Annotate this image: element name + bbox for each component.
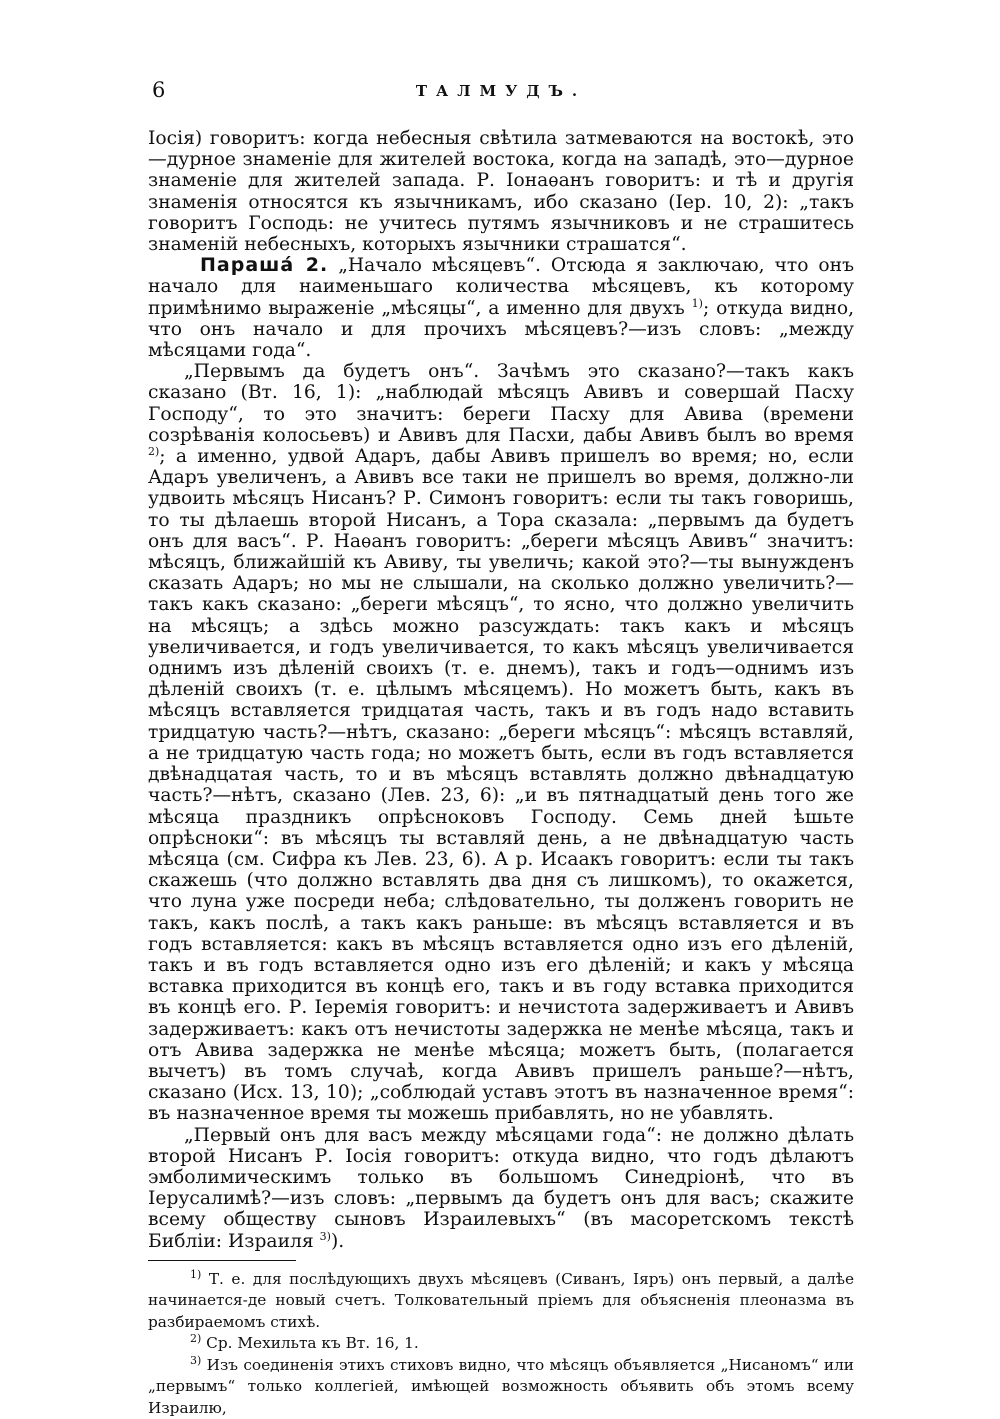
footnote-text-1: Т. е. для послѣдующихъ двухъ мѣсяцевъ (Сиванъ, Іяръ) онъ первый, а далѣе начинается-де новый счетъ. Толковательный пріемъ для объясненія плеоназма въ разбираемомъ стихѣ. [148,1269,854,1331]
footnote-text-2: Ср. Мехильта къ Вт. 16, 1. [201,1334,419,1353]
paragraph-3 [148,361,854,1124]
paragraph-3-text-a: „Первымъ да будетъ онъ“. Зачѣмъ это сказано?—такъ какъ сказано (Вт. 16, 1): „наблюдай мѣсяцъ Авивъ и совершай Пасху Господу“, то это значитъ: береги Пасху для Авива (времени созрѣванія колосьевъ) и Авивъ для Пасхи, дабы Авивъ былъ во время [148,361,854,446]
footnote-text-3: Изъ соединенія этихъ стиховъ видно, что мѣсяцъ объявляется „Нисаномъ“ или „первымъ“ только коллегіей, имѣющей возможность объявить объ этомъ всему Израилю, [148,1355,854,1417]
paragraph-4-text-a: „Первый онъ для васъ между мѣсяцами года“: не должно дѣлать второй Нисанъ Р. Іосія говоритъ: откуда видно, что годъ дѣлаютъ эмболимическимъ только въ большомъ Синедріонѣ, что въ Іерусалимѣ?—изъ словъ: „первымъ да будетъ онъ для васъ; скажите всему обществу сыновъ Израилевыхъ“ (въ масоретскомъ текстѣ Библіи: Израиля [148,1124,854,1252]
footnote-ref-1[interactable]: 1) [691,296,703,310]
paragraph-2-text-b: ; откуда видно, что онъ начало и для прочихъ мѣсяцевъ?—изъ словъ: „между мѣсяцами года“. [148,297,855,362]
footnote-mark-1: 1) [190,1267,202,1281]
footnote-ref-2[interactable]: 2) [148,444,160,458]
parasha-heading: Парашá 2. [200,254,329,277]
footnotes [148,1269,854,1419]
running-title: ТАЛМУДЪ. [415,82,587,100]
paragraph-4 [148,1125,854,1252]
paragraph-4-text-b: ). [330,1230,345,1252]
footnote-1 [148,1269,854,1334]
footnote-2 [148,1333,854,1355]
paragraph-2 [148,255,854,361]
footnote-3 [148,1355,854,1419]
footnote-mark-2: 2) [190,1332,202,1346]
main-text [148,128,854,1252]
footnote-mark-3: 3) [190,1353,202,1367]
footnote-ref-3[interactable]: 3) [319,1229,331,1243]
paragraph-2-text-a: „Начало мѣсяцевъ“. Отсюда я заключаю, что онъ начало для наименьшаго количества мѣсяцевъ, къ которому примѣнимо выраженіе „мѣсяцы“, а именно для двухъ [148,255,855,319]
footnote-divider [148,1260,296,1261]
page-number: 6 [152,78,166,102]
paragraph-3-text-b: ; а именно, удвой Адаръ, дабы Авивъ пришелъ во время; но, если Адаръ увеличенъ, а Авивъ все таки не пришелъ во время, должно-ли удвоить мѣсяцъ Нисанъ? Р. Симонъ говоритъ: если ты такъ говоришь, то ты дѣлаешь второй Нисанъ, а Тора сказала: „первымъ да будетъ онъ для васъ“. Р. Наѳанъ говоритъ: „береги мѣсяцъ Авивъ“ значитъ: мѣсяцъ, ближайшій къ Авиву, ты увеличь; какой это?—ты вынужденъ сказать Адаръ; но мы не слышали, на сколько должно увеличить?—такъ какъ сказано: „береги мѣсяцъ“, то ясно, что должно увеличить на мѣсяцъ; а здѣсь можно разсуждать: такъ какъ и мѣсяцъ увеличивается, и годъ увеличивается, то какъ мѣсяцъ увеличивается однимъ изъ дѣленій своихъ (т. е. днемъ), такъ и годъ—однимъ изъ дѣленій своихъ (т. е. цѣлымъ мѣсяцемъ). Но можетъ быть, какъ въ мѣсяцъ вставляется тридцатая часть, такъ и въ годъ надо вставить тридцатую часть?—нѣтъ, сказано: „береги мѣсяцъ“: мѣсяцъ вставляй, а не тридцатую часть года; но можетъ быть, если въ годъ вставляется двѣнадцатая часть, то и въ мѣсяцъ вставлять должно двѣнадцатую часть?—нѣтъ, сказано (Лев. 23, 6): „и въ пятнадцатый день того же мѣсяца праздникъ опрѣсноковъ Господу. Семь дней ѣшьте опрѣсноки“: въ мѣсяцъ ты вставляй день, а не двѣнадцатую часть мѣсяца (см. Сифра къ Лев. 23, 6). А р. Исаакъ говоритъ: если ты такъ скажешь (что должно вставлять два дня съ лишкомъ), то окажется, что луна уже посреди неба; слѣдовательно, ты долженъ говорить не такъ, какъ послѣ, а такъ какъ раньше: въ мѣсяцъ вставляется и въ годъ вставляется: какъ въ мѣсяцъ вставляется одно изъ его дѣленій, такъ и въ годъ вставляется одно изъ его дѣленій; и какъ у мѣсяца вставка приходится въ концѣ его, такъ и въ году вставка приходится въ концѣ его. Р. Іеремія говоритъ: и нечистота задерживаетъ и Авивъ задерживаетъ: какъ отъ нечистоты задержка не менѣе мѣсяца, такъ и отъ Авива задержка не менѣе мѣсяца; можетъ быть, (полагается вычетъ) въ томъ случаѣ, когда Авивъ пришелъ раньше?—нѣтъ, сказано (Исх. 13, 10); „соблюдай уставъ этотъ въ назначенное время“: въ назначенное время ты можешь прибавлять, но не убавлять. [148,446,854,1125]
book-page [148,78,854,1419]
page-header [148,78,854,112]
paragraph-1: Іосія) говоритъ: когда небесныя свѣтила затмеваются на востокѣ, это—дурное знаменіе для жителей востока, когда на западѣ, это—дурное знаменіе для жителей запада. Р. Іонаѳанъ говоритъ: и тѣ и другія знаменія относятся къ язычникамъ, ибо сказано (Іер. 10, 2): „такъ говоритъ Господь: не учитесь путямъ язычниковъ и не страшитесь знаменій небесныхъ, которыхъ язычники страшатся“. [148,128,854,256]
